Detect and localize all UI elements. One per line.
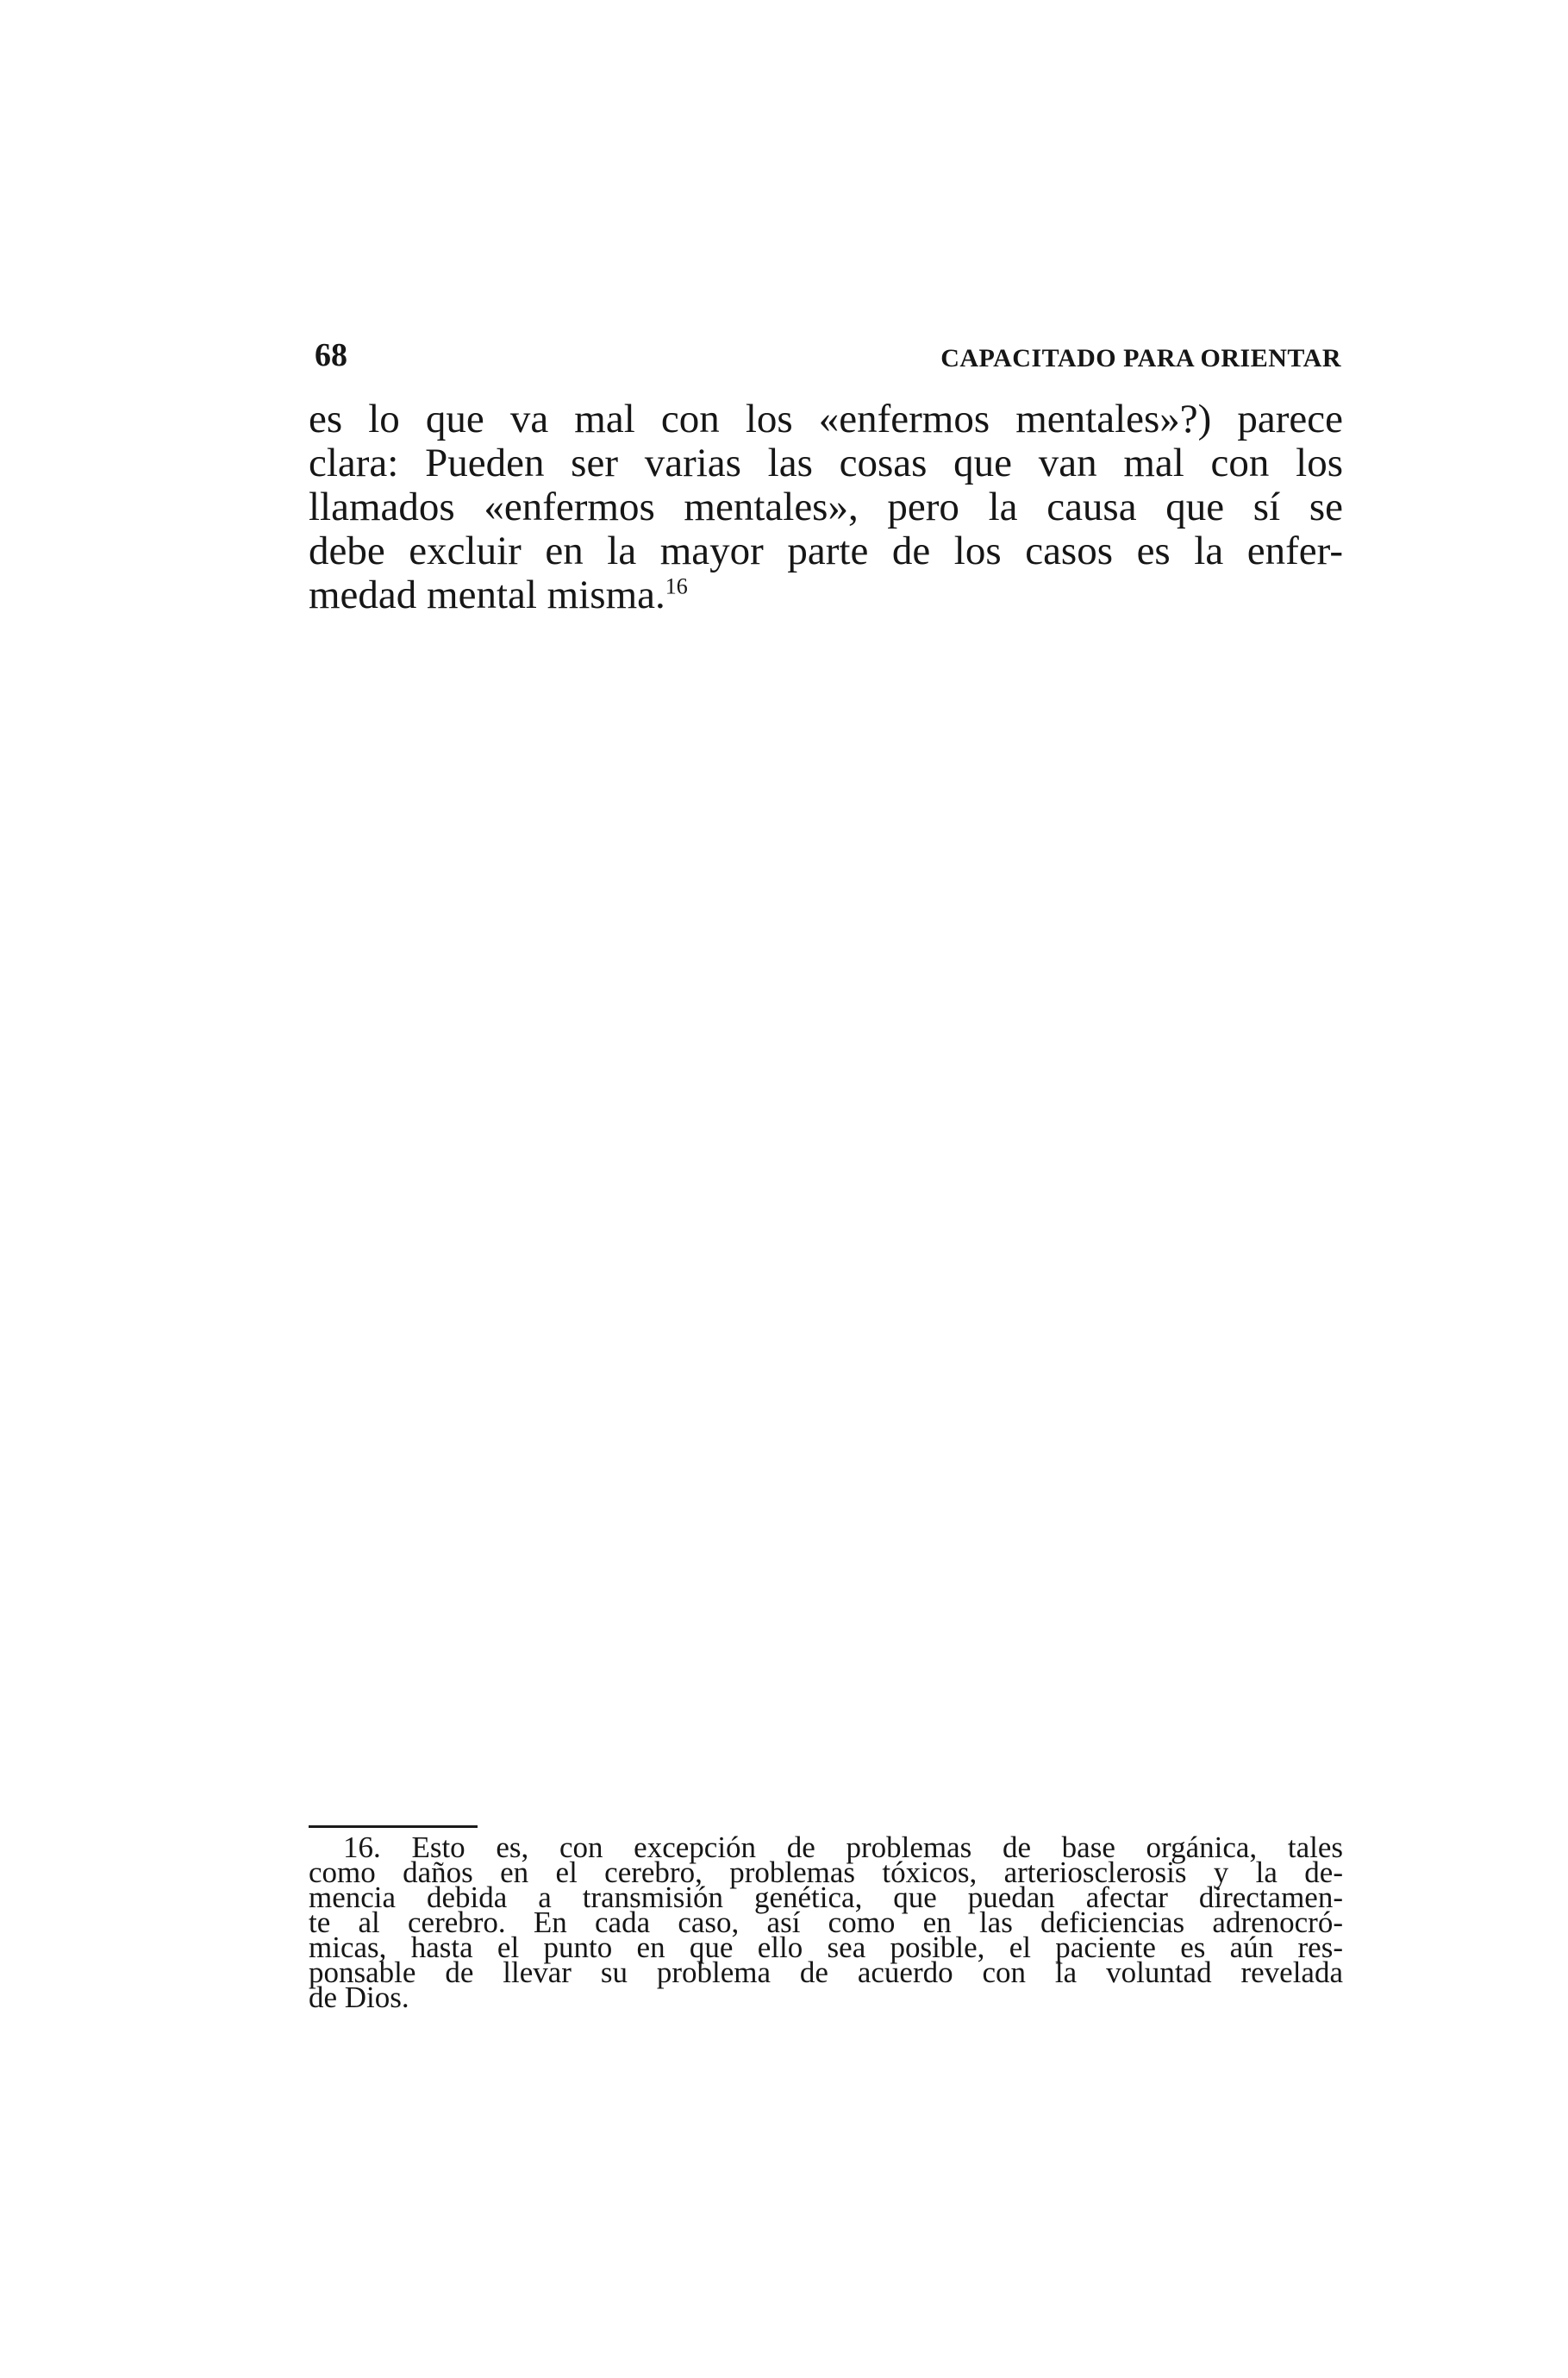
body-line-last — [309, 573, 1343, 617]
footnote-line: te al cerebro. En cada caso, así como en las deficiencias adrenocró- — [309, 1906, 1343, 1939]
footnote-divider — [309, 1825, 478, 1828]
footnote-line: mencia debida a transmisión genética, que puedan afectar directamen- — [309, 1880, 1343, 1914]
page-number: 68 — [315, 337, 347, 373]
footnote-line: de Dios. — [309, 1981, 409, 2014]
body-line: es lo que va mal con los «enfermos mentales»?) parece — [309, 397, 1343, 441]
footnote-reference: 16 — [665, 573, 688, 599]
footnote-line: micas, hasta el punto en que ello sea posible, el paciente es aún res- — [309, 1931, 1343, 1964]
footnote — [309, 1830, 1343, 2014]
running-title: CAPACITADO PARA ORIENTAR — [940, 344, 1341, 372]
footnote-line: 16. Esto es, con excepción de problemas de base orgánica, tales — [343, 1830, 1343, 1864]
body-line: llamados «enfermos mentales», pero la causa que sí se — [309, 485, 1343, 529]
body-line: clara: Pueden ser varias las cosas que van mal con los — [309, 441, 1343, 485]
body-line-text: medad mental misma. — [309, 573, 665, 617]
body-line: debe excluir en la mayor parte de los casos es la enfer- — [309, 529, 1343, 573]
body-paragraph — [309, 397, 1343, 617]
footnote-line: ponsable de llevar su problema de acuerdo con la voluntad revelada — [309, 1956, 1343, 1989]
footnote-line: como daños en el cerebro, problemas tóxicos, arteriosclerosis y la de- — [309, 1855, 1343, 1889]
